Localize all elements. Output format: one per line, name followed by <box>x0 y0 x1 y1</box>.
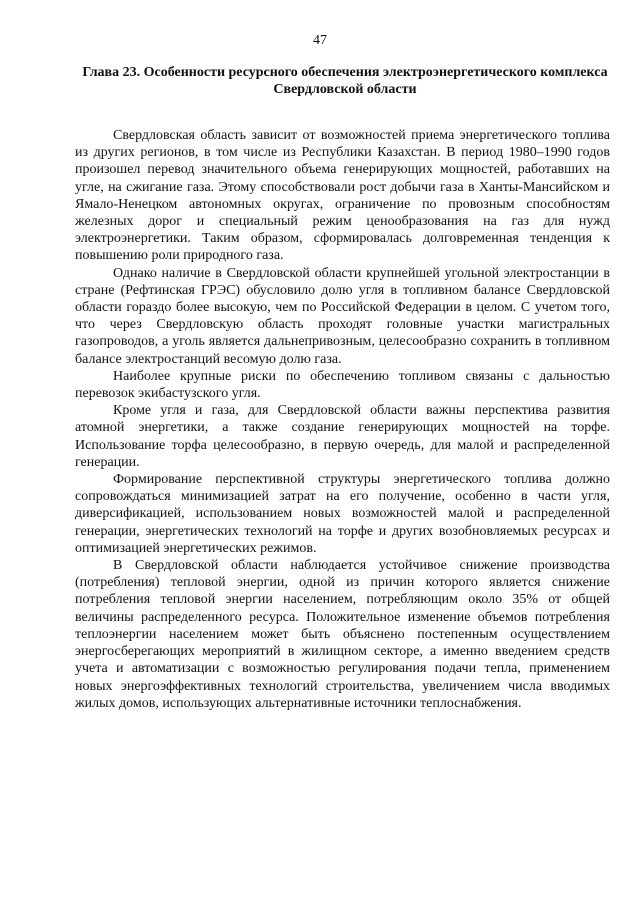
paragraph-6: В Свердловской области наблюдается устойчивое снижение производства (потребления) тепловой энергии, одной из причин которого является снижение потребления тепловой энергии населением, потребляющим около 35% от общей величины распределенного ресурса. Положительное изменение объемов потребления теплоэнергии населением может быть объяснено постепенным осуществлением энергосберегающих мероприятий в жилищном секторе, а именно введением средств учета и автоматизации с возможностью регулирования подачи тепла, применением новых энергоэффективных технологий строительства, увеличением числа вводимых жилых домов, использующих альтернативные источники теплоснабжения. <box>75 558 610 711</box>
page-number: 47 <box>313 33 327 48</box>
paragraph-1: Свердловская область зависит от возможностей приема энергетического топлива из других регионов, в том числе из Республики Казахстан. В период 1980–1990 годов произошел перевод значительного объема генерирующих мощностей, работавших на угле, на сжигание газа. Этому способствовали рост добычи газа в Ханты-Мансийском и Ямало-Ненецком автономных округах, ограничение по провозным способностям железных дорог и специальный режим ценообразования на газ для нужд электроэнергетики. Таким образом, сформировалась долговременная тенденция к повышению роли природного газа. <box>75 128 610 264</box>
body-text <box>75 127 610 712</box>
paragraph-2: Однако наличие в Свердловской области крупнейшей угольной электростанции в стране (Рефтинская ГРЭС) обусловило долю угля в топливном балансе Свердловской области гораздо более высокую, чем по Российской Федерации в целом. С учетом того, что через Свердловскую область проходят головные участки магистральных газопроводов, а уголь является дальнепривозным, целесообразно сохранить в топливном балансе электростанций весомую долю газа. <box>75 265 610 367</box>
paragraph-3: Наиболее крупные риски по обеспечению топливом связаны с дальностью перевозок экибастузского угля. <box>75 368 610 402</box>
chapter-title: Глава 23. Особенности ресурсного обеспечения электроэнергетического комплекса Свердловской области <box>82 65 608 97</box>
paragraph-4: Кроме угля и газа, для Свердловской области важны перспектива развития атомной энергетики, а также создание генерирующих мощностей на торфе. Использование торфа целесообразно, в первую очередь, для малой и распределенной генерации. <box>75 403 610 470</box>
paragraph-5: Формирование перспективной структуры энергетического топлива должно сопровождаться минимизацией затрат на его получение, особенно в части угля, диверсификацией, использованием новых возможностей малой и распределенной генерации, энергетических технологий на торфе и других возобновляемых ресурсах и оптимизацией энергетических режимов. <box>75 472 610 556</box>
